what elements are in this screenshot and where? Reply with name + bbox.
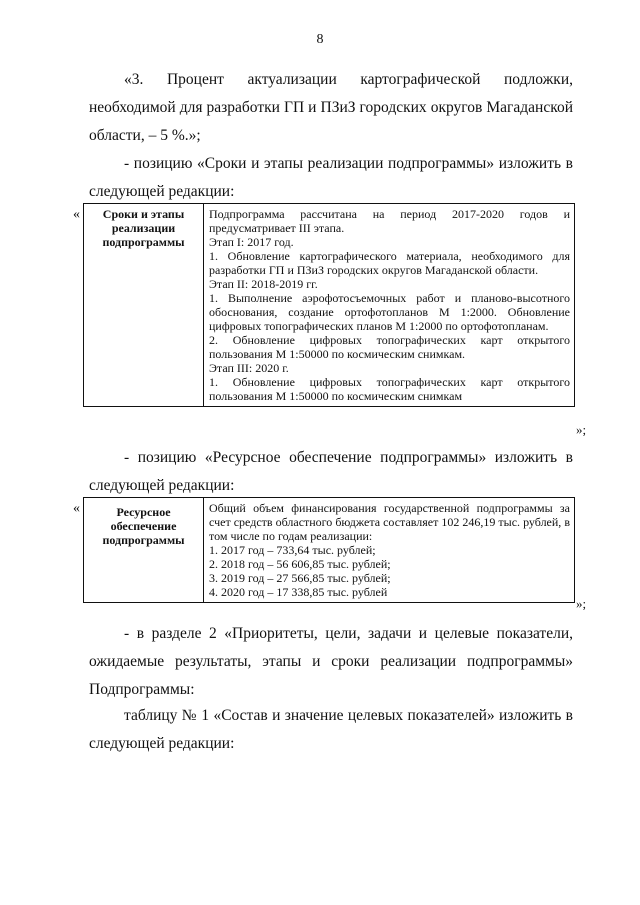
resource-line: 3. 2019 год – 27 566,85 тыс. рублей; — [209, 571, 391, 585]
timeline-line: 1. Выполнение аэрофотосъемочных работ и планово-высотного обоснования, создание ортофотопланов М 1:2000. Обновление цифровых топографических планов М 1:2000 по ортофотопланам. — [209, 291, 570, 333]
resource-content-cell — [204, 498, 574, 602]
section-2-paragraph: - в разделе 2 «Приоритеты, цели, задачи и целевые показатели, ожидаемые результаты, этапы и сроки реализации подпрограммы» Подпрограммы: — [89, 625, 573, 698]
timeline-content-cell — [204, 204, 574, 406]
item-3-paragraph: «3. Процент актуализации картографической подложки, необходимой для разработки ГП и ПЗиЗ городских округов Магаданской области, – 5 %.»; — [89, 71, 573, 144]
timeline-line: Этап III: 2020 г. — [209, 361, 289, 375]
resource-intro-paragraph: - позицию «Ресурсное обеспечение подпрограммы» изложить в следующей редакции: — [89, 449, 573, 494]
table1-close-quote: »; — [576, 422, 587, 437]
timeline-line: Этап II: 2018-2019 гг. — [209, 277, 318, 291]
resource-line: Общий объем финансирования государственной подпрограммы за счет средств областного бюджета составляет 102 246,19 тыс. рублей, в том числе по годам реализации: — [209, 501, 570, 543]
table2-close-quote: »; — [576, 596, 587, 611]
table2-open-quote: « — [73, 501, 80, 516]
table-1-intro-paragraph: таблицу № 1 «Состав и значение целевых показателей» изложить в следующей редакции: — [89, 707, 573, 752]
timeline-line: 2. Обновление цифровых топографических карт открытого пользования М 1:50000 по космическим снимкам. — [209, 333, 570, 361]
timeline-line: Этап I: 2017 год. — [209, 235, 294, 249]
position-intro-paragraph: - позицию «Сроки и этапы реализации подпрограммы» изложить в следующей редакции: — [89, 155, 573, 200]
resource-line: 2. 2018 год – 56 606,85 тыс. рублей; — [209, 557, 391, 571]
timeline-label-cell: Сроки и этапы реализации подпрограммы — [84, 204, 204, 406]
table1-open-quote: « — [73, 207, 80, 222]
timeline-table — [83, 203, 575, 407]
resource-line: 1. 2017 год – 733,64 тыс. рублей; — [209, 543, 376, 557]
resource-line: 4. 2020 год – 17 338,85 тыс. рублей — [209, 585, 388, 599]
resource-label-cell: Ресурсное обеспечение подпрограммы — [84, 498, 204, 602]
page-number: 8 — [316, 32, 324, 47]
resource-table — [83, 497, 575, 603]
timeline-line: 1. Обновление картографического материала, необходимого для разработки ГП и ПЗиЗ городских округов Магаданской области. — [209, 249, 570, 277]
timeline-line: Подпрограмма рассчитана на период 2017-2020 годов и предусматривает III этапа. — [209, 207, 570, 235]
timeline-line: 1. Обновление цифровых топографических карт открытого пользования М 1:50000 по космическим снимкам — [209, 375, 570, 403]
